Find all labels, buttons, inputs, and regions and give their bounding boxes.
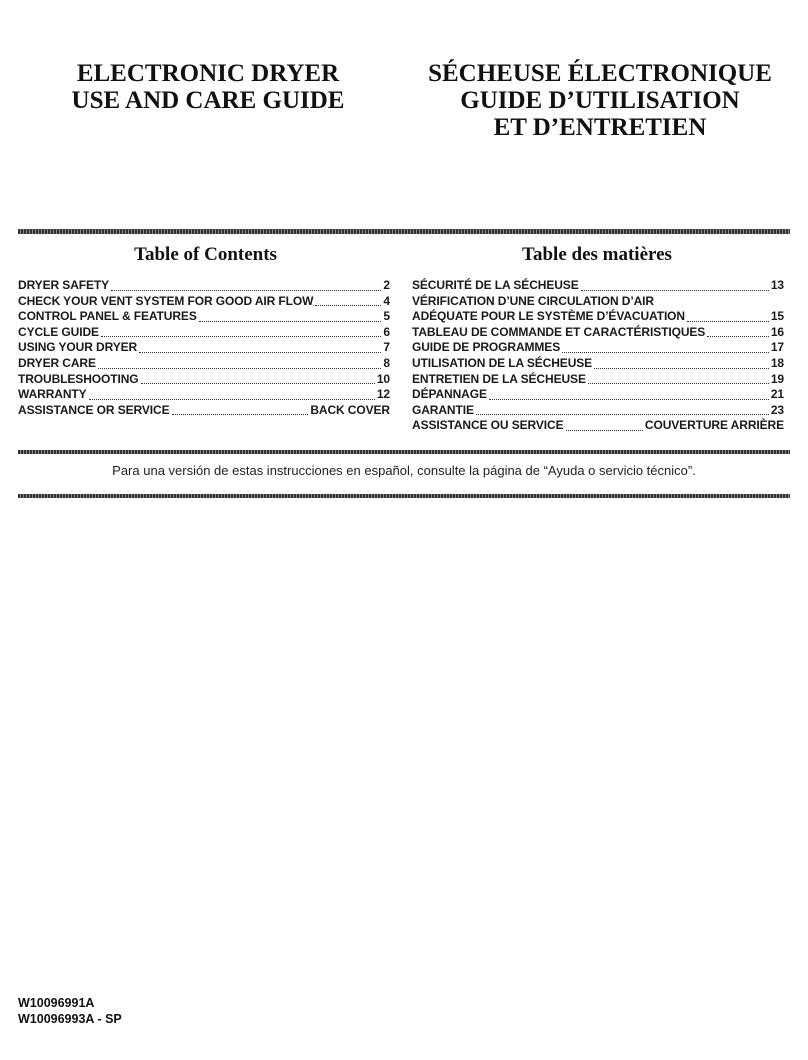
toc-entry-label: ASSISTANCE OR SERVICE xyxy=(18,402,170,417)
toc-entry[interactable] xyxy=(18,278,390,294)
toc-entry[interactable] xyxy=(18,372,390,388)
toc-entry-label: VÉRIFICATION D’UNE CIRCULATION D’AIR xyxy=(412,293,654,308)
toc-heading-french: Table des matières xyxy=(522,244,672,265)
doc-number-primary: W10096991A xyxy=(18,996,95,1010)
toc-entry[interactable] xyxy=(412,309,784,325)
toc-entry-page: 8 xyxy=(383,355,390,370)
toc-heading-english: Table of Contents xyxy=(134,244,277,265)
toc-entry-page: 18 xyxy=(770,355,784,370)
title-fr-line-3: ET D’ENTRETIEN xyxy=(493,114,707,141)
toc-entry-page: 10 xyxy=(376,371,390,386)
toc-entry[interactable] xyxy=(412,325,784,341)
lower-divider xyxy=(18,494,790,498)
spanish-note: Para una versión de estas instrucciones en español, consulte la página de “Ayuda o servicio técnico”. xyxy=(112,463,696,478)
toc-entry-page: 23 xyxy=(770,402,784,417)
toc-entry-label: ADÉQUATE POUR LE SYSTÈME D’ÉVACUATION xyxy=(412,309,685,324)
toc-entry-label: ENTRETIEN DE LA SÉCHEUSE xyxy=(412,371,586,386)
title-fr-line-1: SÉCHEUSE ÉLECTRONIQUE xyxy=(428,60,772,87)
toc-entry-page: 21 xyxy=(770,387,784,402)
toc-entry-label: CONTROL PANEL & FEATURES xyxy=(18,309,197,324)
toc-entry-label: DRYER SAFETY xyxy=(18,278,110,292)
toc-list-english xyxy=(18,278,390,418)
toc-entry-label: USING YOUR DRYER xyxy=(18,340,138,355)
toc-entry[interactable] xyxy=(412,356,784,372)
toc-entry-label: DÉPANNAGE xyxy=(412,387,487,402)
toc-entry-label: DRYER CARE xyxy=(18,355,96,370)
toc-entry-label: GUIDE DE PROGRAMMES xyxy=(412,340,561,355)
toc-entry-page: 2 xyxy=(383,278,390,292)
toc-entry-page: 5 xyxy=(383,309,390,324)
toc-entry[interactable] xyxy=(18,309,390,325)
toc-entry-label: TROUBLESHOOTING xyxy=(18,371,139,386)
top-divider xyxy=(18,229,790,234)
toc-entry[interactable] xyxy=(412,294,784,310)
toc-entry[interactable] xyxy=(18,340,390,356)
title-en-line-2: USE AND CARE GUIDE xyxy=(71,87,345,114)
toc-entry-label: CHECK YOUR VENT SYSTEM FOR GOOD AIR FLOW xyxy=(18,293,314,308)
toc-entry-page: 4 xyxy=(383,293,390,308)
title-en-line-1: ELECTRONIC DRYER xyxy=(76,60,340,87)
toc-entry-page: 6 xyxy=(383,324,390,339)
toc-entry[interactable] xyxy=(18,387,390,403)
toc-entry[interactable] xyxy=(18,325,390,341)
toc-entry-page: 12 xyxy=(376,387,390,402)
toc-entry-label: CYCLE GUIDE xyxy=(18,324,99,339)
toc-entry-page: COUVERTURE ARRIÈRE xyxy=(644,418,784,433)
toc-entry-label: TABLEAU DE COMMANDE ET CARACTÉRISTIQUES xyxy=(412,324,706,339)
toc-entry-page: 16 xyxy=(770,324,784,339)
toc-entry-page: 13 xyxy=(770,278,784,292)
document-numbers xyxy=(18,995,122,1027)
title-fr-line-2: GUIDE D’UTILISATION xyxy=(460,87,740,114)
title-french xyxy=(405,60,795,141)
toc-entry-label: GARANTIE xyxy=(412,402,474,417)
toc-entry-page: 17 xyxy=(770,340,784,355)
title-english xyxy=(20,60,396,114)
toc-entry[interactable] xyxy=(412,387,784,403)
toc-entry[interactable] xyxy=(412,403,784,419)
toc-entry-label: SÉCURITÉ DE LA SÉCHEUSE xyxy=(412,278,579,292)
toc-entry[interactable] xyxy=(18,356,390,372)
toc-entry-label: UTILISATION DE LA SÉCHEUSE xyxy=(412,355,593,370)
toc-list-french xyxy=(412,278,784,434)
middle-divider xyxy=(18,450,790,454)
toc-entry-label: WARRANTY xyxy=(18,387,87,402)
toc-entry-page: BACK COVER xyxy=(310,402,390,417)
toc-entry-label: ASSISTANCE OU SERVICE xyxy=(412,418,564,433)
toc-entry-page: 7 xyxy=(383,340,390,355)
toc-entry[interactable] xyxy=(412,418,784,434)
toc-entry[interactable] xyxy=(18,403,390,419)
toc-entry[interactable] xyxy=(18,294,390,310)
toc-entry[interactable] xyxy=(412,372,784,388)
toc-entry[interactable] xyxy=(412,340,784,356)
toc-entry-page: 19 xyxy=(770,371,784,386)
toc-entry[interactable] xyxy=(412,278,784,294)
doc-number-secondary: W10096993A - SP xyxy=(18,1012,122,1026)
toc-entry-page: 15 xyxy=(770,309,784,324)
